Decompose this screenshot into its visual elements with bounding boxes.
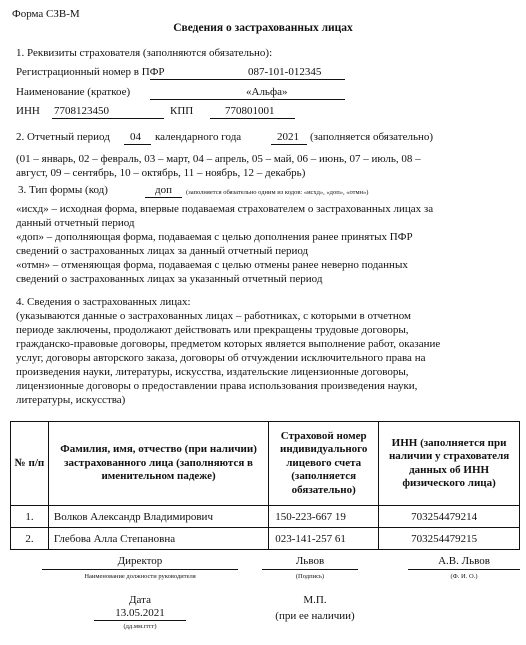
form-type-desc-3: «доп» – дополняющая форма, подаваемая с целью дополнения ранее принятых ПФР bbox=[16, 231, 413, 243]
row-fio: Волков Александр Владимирович bbox=[48, 506, 268, 528]
period-mid: календарного года bbox=[155, 131, 242, 143]
row-number: 1. bbox=[11, 506, 49, 528]
insured-persons-table bbox=[10, 421, 520, 550]
date-value: 13.05.2021 bbox=[115, 607, 165, 619]
stamp-caption: (при ее наличии) bbox=[275, 610, 355, 622]
form-type-line bbox=[145, 197, 182, 198]
months-legend-2: август, 09 – сентябрь, 10 – октябрь, 11 – ноябрь, 12 – декабрь) bbox=[16, 167, 306, 179]
period-suffix: (заполняется обязательно) bbox=[310, 131, 434, 143]
form-type-value: доп bbox=[155, 184, 172, 196]
row-snils: 023-141-257 61 bbox=[269, 528, 379, 550]
months-legend-1: (01 – январь, 02 – февраль, 03 – март, 04 – апрель, 05 – май, 06 – июнь, 07 – июль, 08 – bbox=[16, 153, 421, 165]
section1-heading: 1. Реквизиты страхователя (заполняются обязательно): bbox=[16, 47, 273, 59]
kpp-value: 770801001 bbox=[225, 105, 275, 117]
position-caption: Наименование должности руководителя bbox=[84, 573, 196, 580]
signature-caption: (Подпись) bbox=[295, 573, 325, 580]
org-name-line bbox=[150, 99, 345, 100]
position-line bbox=[42, 569, 238, 570]
row-number: 2. bbox=[11, 528, 49, 550]
row-fio: Глебова Алла Степановна bbox=[48, 528, 268, 550]
period-month: 04 bbox=[130, 131, 141, 143]
section4-heading: 4. Сведения о застрахованных лицах: bbox=[16, 296, 191, 308]
date-label: Дата bbox=[129, 594, 151, 606]
inn-line bbox=[52, 118, 164, 119]
document-title: Сведения о застрахованных лицах bbox=[173, 22, 353, 34]
year-line bbox=[271, 144, 307, 145]
form-type-desc-1: «исхд» – исходная форма, впервые подаваемая страхователем о застрахованных лицах за bbox=[16, 203, 434, 215]
form-type-hint: (заполняется обязательно одним из кодов: «исхд», «доп», «отмн») bbox=[186, 189, 369, 196]
section4-desc-4: услуг, договоры авторского заказа, договоры об отчуждении исключительного права на bbox=[16, 352, 426, 364]
section4-desc-1: (указываются данные о застрахованных лицах – работниках, с которыми в отчетном bbox=[16, 310, 411, 322]
kpp-label: КПП bbox=[170, 105, 194, 117]
month-line bbox=[124, 144, 151, 145]
col-header-number: № п/п bbox=[11, 422, 49, 506]
date-caption: (дд.мм.гггг) bbox=[123, 623, 157, 630]
form-label: Форма СЗВ-М bbox=[12, 8, 80, 20]
col-header-snils: Страховой номер индивидуального лицевого счета (заполняется обязательно) bbox=[269, 422, 379, 506]
period-prefix: 2. Отчетный период bbox=[16, 131, 110, 143]
form-type-desc-4: сведений о застрахованных лицах за данный отчетный период bbox=[16, 245, 309, 257]
row-inn: 703254479215 bbox=[379, 528, 520, 550]
section4-desc-7: литературы, искусства) bbox=[16, 394, 126, 406]
reg-number-value: 087-101-012345 bbox=[248, 66, 322, 78]
reg-number-label: Регистрационный номер в ПФР bbox=[16, 66, 165, 78]
signature-value: Львов bbox=[295, 555, 325, 567]
row-inn: 703254479214 bbox=[379, 506, 520, 528]
table-header-row bbox=[11, 422, 520, 506]
signatory-position: Директор bbox=[117, 555, 163, 567]
fio-line bbox=[408, 569, 520, 570]
table-row bbox=[11, 506, 520, 528]
fio-caption: (Ф. И. О.) bbox=[450, 573, 478, 580]
form-type-desc-2: данный отчетный период bbox=[16, 217, 135, 229]
inn-value: 7708123450 bbox=[54, 105, 109, 117]
period-year: 2021 bbox=[277, 131, 299, 143]
col-header-inn: ИНН (заполняется при наличии у страхователя данных об ИНН физического лица) bbox=[379, 422, 520, 506]
table-row bbox=[11, 528, 520, 550]
form-type-desc-6: сведений о застрахованных лицах за указанный отчетный период bbox=[16, 273, 323, 285]
section4-desc-6: лицензионные договоры о предоставлении права использования произведения науки, bbox=[16, 380, 418, 392]
signature-line bbox=[262, 569, 358, 570]
reg-number-line bbox=[150, 79, 345, 80]
section4-desc-5: произведения науки, литературы, искусства, издательские лицензионные договоры, bbox=[16, 366, 409, 378]
section4-desc-2: периоде заключены, продолжают действовать или прекращены трудовые договоры, bbox=[16, 324, 409, 336]
section4-desc-3: гражданско-правовые договоры, предметом которых является выполнение работ, оказание bbox=[16, 338, 441, 350]
stamp-label: М.П. bbox=[303, 594, 327, 606]
form-type-desc-5: «отмн» – отменяющая форма, подаваемая с целью отмены ранее неверно поданных bbox=[16, 259, 408, 271]
kpp-line bbox=[210, 118, 295, 119]
inn-label: ИНН bbox=[16, 105, 40, 117]
row-snils: 150-223-667 19 bbox=[269, 506, 379, 528]
date-line bbox=[94, 620, 186, 621]
form-type-label: 3. Тип формы (код) bbox=[18, 184, 108, 196]
col-header-fio: Фамилия, имя, отчество (при наличии) застрахованного лица (заполняются в именительном падеже) bbox=[48, 422, 268, 506]
org-name-value: «Альфа» bbox=[246, 86, 288, 98]
org-name-label: Наименование (краткое) bbox=[16, 86, 131, 98]
signatory-fio: А.В. Львов bbox=[438, 555, 490, 567]
